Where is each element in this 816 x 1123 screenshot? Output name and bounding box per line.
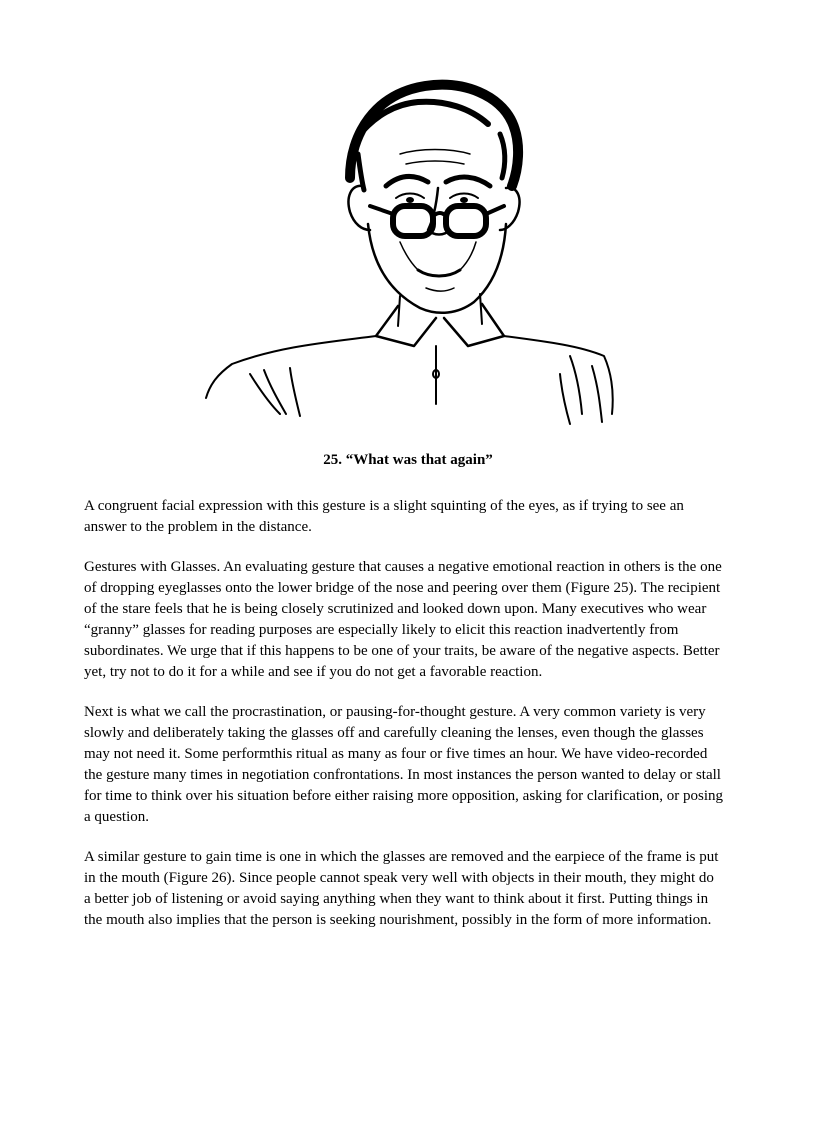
paragraph: A similar gesture to gain time is one in which the glasses are removed and the earpiece of the frame is put in the mouth (Figure 26). Since people cannot speak very well with objects in their mouth, they might do a better job of listening or avoid saying anything when they want to think about it first. Putting things in the mouth also implies that the person is seeking nourishment, possibly in the form of more information.: [84, 849, 719, 928]
paragraph: A congruent facial expression with this gesture is a slight squinting of the eyes, as if trying to see an answer to the problem in the distance.: [84, 498, 684, 535]
paragraph: Next is what we call the procrastination, or pausing-for-thought gesture. A very common variety is very slowly and deliberately taking the glasses off and carefully cleaning the lenses, even though the glasses may not need it. Some performthis ritual as many as four or five times an hour. We have video-recorded the gesture many times in negotiation confrontations. In most instances the person wanted to delay or stall for time to think over his situation before either raising more opposition, asking for clarification, or posing a question.: [84, 704, 724, 825]
body-text: [84, 496, 724, 950]
figure-caption: 25. “What was that again”: [323, 452, 493, 468]
man-peering-over-glasses-icon: [200, 74, 620, 436]
figure-25-illustration: [200, 74, 620, 436]
paragraph: Gestures with Glasses. An evaluating gesture that causes a negative emotional reaction in others is the one of dropping eyeglasses onto the lower bridge of the nose and peering over them (Figure 25). The recipient of the stare feels that he is being closely scrutinized and looked down upon. Many executives who wear “granny” glasses for reading purposes are especially likely to elicit this reaction inadvertently from subordinates. We urge that if this happens to be one of your traits, be aware of the negative aspects. Better yet, try not to do it for a while and see if you do not get a favorable reaction.: [84, 559, 722, 680]
